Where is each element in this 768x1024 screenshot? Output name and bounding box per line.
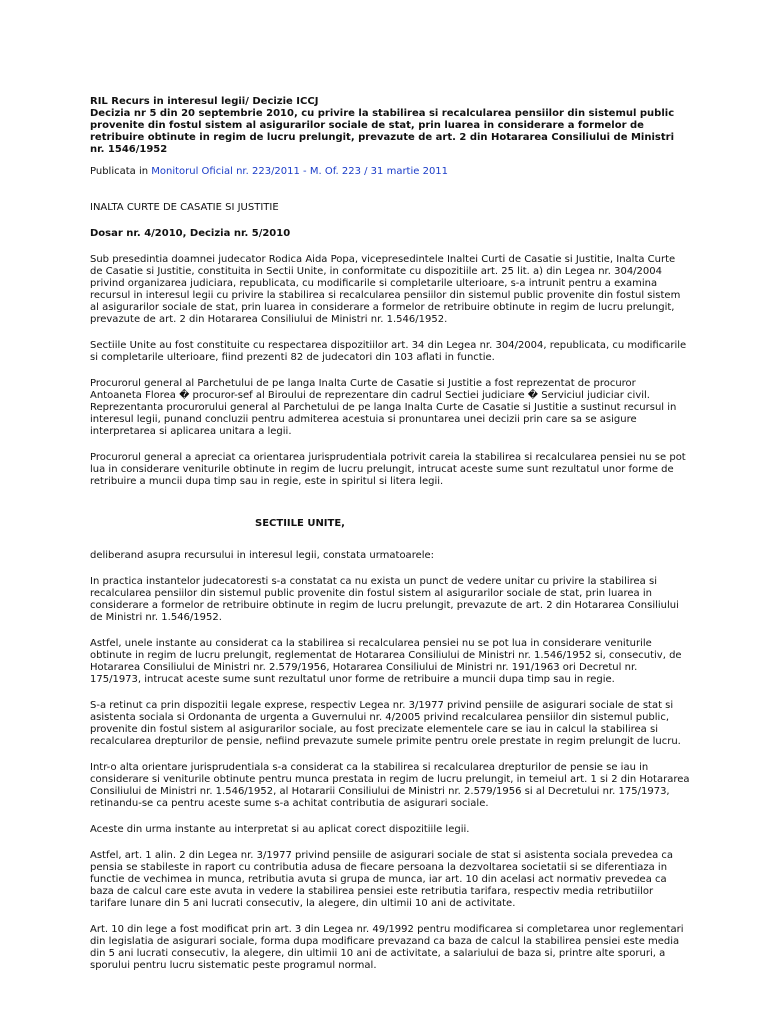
case-number: Dosar nr. 4/2010, Decizia nr. 5/2010 — [90, 228, 291, 239]
paragraph-correct-interpretation: Aceste din urma instante au interpretat si au aplicat corect dispozitiile legii. — [90, 824, 470, 835]
document-body — [90, 96, 690, 972]
decision-title: Decizia nr 5 din 20 septembrie 2010, cu privire la stabilirea si recalcularea pensiilor din sistemul public provenite din fostul sistem al asigurarilor sociale de stat, prin luarea in considerare a formelor de retribuire obtinute in regim de lucru prelungit, prevazute de art. 2 din Hotararea Consiliului de Ministri nr. 1546/1952 — [90, 108, 675, 155]
paragraph-first-orientation: Astfel, unele instante au considerat ca la stabilirea si recalcularea pensiei nu se pot lua in considerare veniturile obtinute in regim de lucru prelungit, reglementat de Hotararea Consiliului de Ministri nr. 1.546/1952 si, consecutiv, de Hotararea Consiliului de Ministri nr. 2.579/1956, Hotararea Consiliului de Ministri nr. 191/1963 ori Decretul nr. 175/1973, intrucat aceste sume sunt rezultatul unor forme de retribuire a muncii dupa timp sau in regie. — [90, 638, 682, 685]
paragraph-presidency: Sub presedintia doamnei judecator Rodica Aida Popa, vicepresedintele Inaltei Curti de Casatie si Justitie, Inalta Curte de Casatie si Justitie, constituita in Sectii Unite, in conformitate cu dispozitiile art. 25 lit. a) din Legea nr. 304/2004 privind organizarea judiciara, republicata, cu modificarile si completarile ulterioare, s-a intrunit pentru a examina recursul in interesul legii cu privire la stabilirea si recalcularea pensiilor din sistemul public provenite din fostul sistem al asigurarilor sociale de stat, prin luarea in considerare a formelor de retribuire obtinute in regim de lucru prelungit, prevazute de art. 2 din Hotararea Consiliului de Ministri nr. 1.546/1952. — [90, 254, 681, 325]
monitorul-oficial-link[interactable]: Monitorul Oficial nr. 223/2011 - M. Of. 223 / 31 martie 2011 — [151, 166, 449, 177]
court-name: INALTA CURTE DE CASATIE SI JUSTITIE — [90, 202, 279, 213]
publication-line — [90, 166, 690, 178]
paragraph-second-orientation: Intr-o alta orientare jurisprudentiala s-a considerat ca la stabilirea si recalcularea drepturilor de pensie se iau in considerare si veniturile obtinute pentru munca prestata in regim de lucru prelungit, in temeiul art. 1 si 2 din Hotararea Consiliului de Ministri nr. 1.546/1952, al Hotararii Consiliului de Ministri nr. 2.579/1956 si al Decretului nr. 175/1973, retinandu-se ca pentru aceste sume s-a achitat contributia de asigurari sociale. — [90, 762, 690, 809]
paragraph-constitution: Sectiile Unite au fost constituite cu respectarea dispozitiilor art. 34 din Legea nr. 304/2004, republicata, cu modificarile si completarile ulterioare, fiind prezenti 82 de judecatori din 103 aflati in functie. — [90, 340, 687, 363]
paragraph-art-10-modified: Art. 10 din lege a fost modificat prin art. 3 din Legea nr. 49/1992 pentru modificarea si completarea unor reglementari din legislatia de asigurari sociale, forma dupa modificare prevazand ca baza de calcul la stabilirea pensiei este media din 5 ani lucrati consecutiv, la alegere, din ultimii 10 ani de activitate, a salariului de baza si, printre alte sporuri, a sporului pentru lucru sistematic peste programul normal. — [90, 924, 684, 971]
paragraph-prosecutor: Procurorul general al Parchetului de pe langa Inalta Curte de Casatie si Justitie a fost reprezentat de procuror Antoaneta Florea � procuror-sef al Biroului de reprezentare din cadrul Sectiei judiciare � Serviciul judiciar civil. Reprezentanta procurorului general al Parchetului de pe langa Inalta Curte de Casatie si Justitie a sustinut recursul in interesul legii, punand concluzii pentru admiterea acestuia si pronuntarea unei decizii prin care sa se asigure interpretarea si aplicarea unitara a legii. — [90, 378, 677, 437]
paragraph-prosecutor-opinion: Procurorul general a apreciat ca orientarea jurisprudentiala potrivit careia la stabilirea si recalcularea pensiei nu se pot lua in considerare veniturile obtinute in regim de lucru prelungit, intrucat aceste sume sunt rezultatul unor forme de retribuire a muncii dupa timp sau in regie, este in spiritul si litera legii. — [90, 452, 686, 487]
paragraph-deliberation: deliberand asupra recursului in interesul legii, constata urmatoarele: — [90, 550, 435, 561]
section-title: SECTIILE UNITE, — [255, 518, 345, 529]
paragraph-legal-provisions: S-a retinut ca prin dispozitii legale exprese, respectiv Legea nr. 3/1977 privind pensiile de asigurari sociale de stat si asistenta sociala si Ordonanta de urgenta a Guvernului nr. 4/2005 privind recalcularea pensiilor din sistemul public, provenite din fostul sistem al asigurarilor sociale, au fost precizate elementele care se iau in calcul la stabilirea si recalcularea drepturilor de pensie, nefiind prevazute sumele primite pentru orele prestate in regim prelungit de lucru. — [90, 700, 681, 747]
paragraph-law-3-1977: Astfel, art. 1 alin. 2 din Legea nr. 3/1977 privind pensiile de asigurari sociale de stat si asistenta sociala prevedea ca pensia se stabileste in raport cu contributia adusa de fiecare persoana la dezvoltarea societatii si se diferentiaza in functie de vechimea in munca, retributia avuta si grupa de munca, iar art. 10 din acelasi act normativ prevedea ca baza de calcul care este avuta in vedere la stabilirea pensiei este retributia tarifara, respectiv media retributiilor tarifare lunare din 5 ani lucrati consecutiv, la alegere, din ultimii 10 ani de activitate. — [90, 850, 674, 909]
document-category-title: RIL Recurs in interesul legii/ Decizie ICCJ — [90, 96, 319, 107]
publication-prefix: Publicata in — [90, 166, 152, 177]
paragraph-practice: In practica instantelor judecatoresti s-a constatat ca nu exista un punct de vedere unitar cu privire la stabilirea si recalcularea pensiilor din sistemul public provenite din fostul sistem al asigurarilor sociale de stat, prin luarea in considerare a formelor de retribuire obtinute in regim de lucru prelungit, prevazute de art. 2 din Hotararea Consiliului de Ministri nr. 1.546/1952. — [90, 576, 679, 623]
